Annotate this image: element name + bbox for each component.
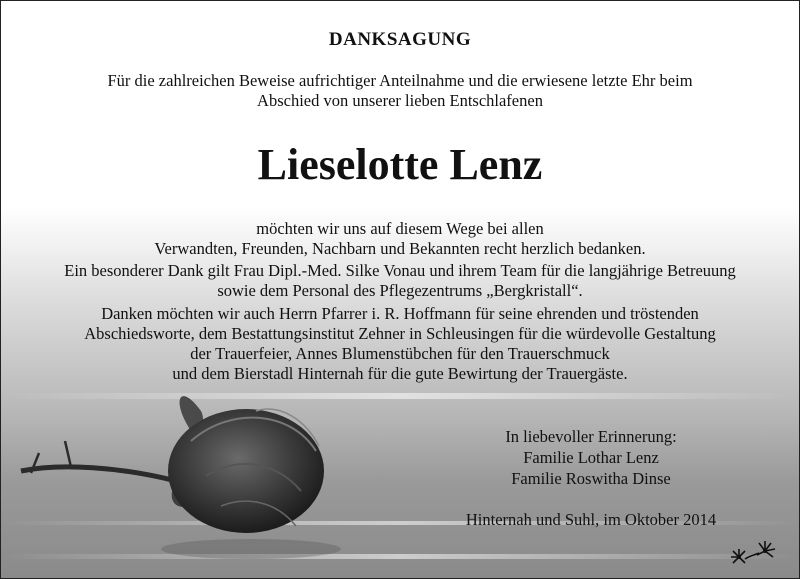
- thanks-line: möchten wir uns auf diesem Wege bei allen: [256, 219, 544, 238]
- floral-ornament-icon: [729, 537, 781, 567]
- further-thanks-line: und dem Bierstadl Hinternah für die gute Bewirtung der Trauergäste.: [172, 364, 628, 383]
- thanks-text: [1, 219, 799, 259]
- special-thanks-line: Ein besonderer Dank gilt Frau Dipl.-Med. Silke Vonau und ihrem Team für die langjährige Betreuung: [64, 261, 736, 280]
- further-thanks-line: der Trauerfeier, Annes Blumenstübchen für den Trauerschmuck: [190, 344, 610, 363]
- deceased-name: Lieselotte Lenz: [257, 140, 543, 189]
- signature-line: In liebevoller Erinnerung:: [505, 427, 677, 446]
- thanks-line: Verwandten, Freunden, Nachbarn und Bekannten recht herzlich bedanken.: [154, 239, 646, 258]
- place-date: Hinternah und Suhl, im Oktober 2014: [465, 510, 717, 529]
- page-title: DANKSAGUNG: [328, 29, 472, 50]
- further-thanks-text: [1, 304, 799, 384]
- intro-line: Abschied von unserer lieben Entschlafenen: [257, 91, 543, 110]
- special-thanks-text: [1, 261, 799, 301]
- intro-line: Für die zahlreichen Beweise aufrichtiger Anteilnahme und die erwiesene letzte Ehr beim: [107, 71, 693, 90]
- further-thanks-line: Danken möchten wir auch Herrn Pfarrer i. R. Hoffmann für seine ehrenden und tröstenden: [101, 304, 699, 323]
- signature-block: [441, 426, 741, 489]
- intro-text: [1, 71, 799, 111]
- further-thanks-line: Abschiedsworte, dem Bestattungsinstitut Zehner in Schleusingen für die würdevolle Gestaltung: [84, 324, 716, 343]
- signature-line: Familie Roswitha Dinse: [511, 469, 671, 488]
- signature-line: Familie Lothar Lenz: [523, 448, 659, 467]
- special-thanks-line: sowie dem Personal des Pflegezentrums „Bergkristall“.: [217, 281, 583, 300]
